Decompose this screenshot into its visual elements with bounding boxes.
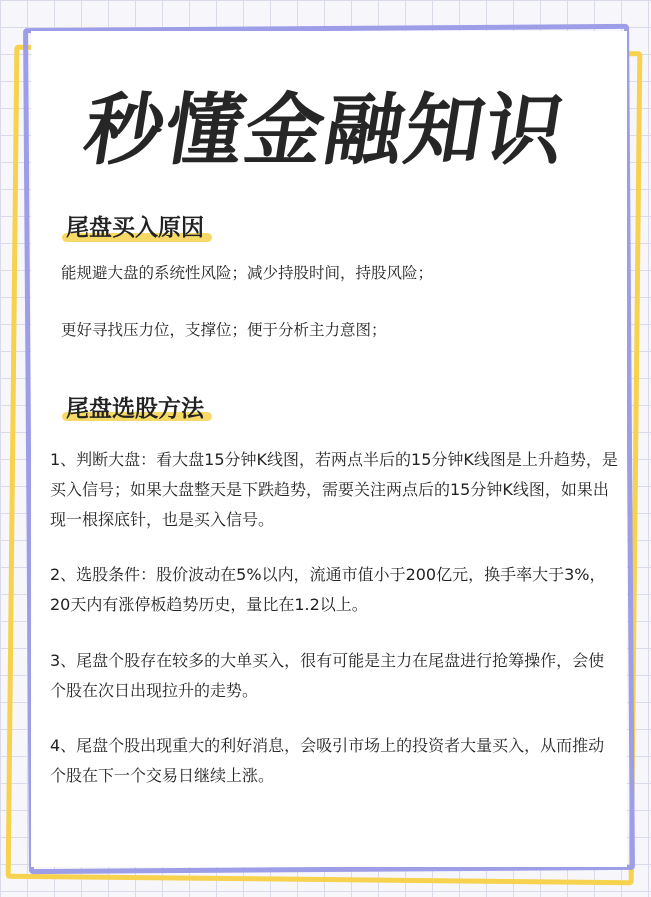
reason-paragraph: 更好寻找压力位，支撑位；便于分析主力意图； bbox=[61, 321, 387, 339]
section-heading-buy-reasons: 尾盘买入原因 bbox=[66, 215, 204, 241]
method-item: 2、选股条件：股价波动在5%以内，流通市值小于200亿元，换手率大于3%，20天内有涨停板趋势历史，量比在1.2以上。 bbox=[50, 565, 606, 614]
page-title: 秒懂金融知识 bbox=[78, 86, 573, 176]
method-item: 1、判断大盘：看大盘15分钟K线图，若两点半后的15分钟K线图是上升趋势，是买入信号；如果大盘整天是下跌趋势，需要关注两点后的15分钟K线图，如果出现一根探底针，也是买入信号。 bbox=[50, 450, 618, 529]
method-item: 4、尾盘个股出现重大的利好消息，会吸引市场上的投资者大量买入，从而推动个股在下一个交易日继续上涨。 bbox=[50, 736, 605, 785]
section-heading-selection-method: 尾盘选股方法 bbox=[66, 396, 204, 422]
reason-paragraph: 能规避大盘的系统性风险；减少持股时间，持股风险； bbox=[61, 264, 434, 282]
method-item: 3、尾盘个股存在较多的大单买入，很有可能是主力在尾盘进行抢筹操作，会使个股在次日出现拉升的走势。 bbox=[50, 651, 605, 700]
